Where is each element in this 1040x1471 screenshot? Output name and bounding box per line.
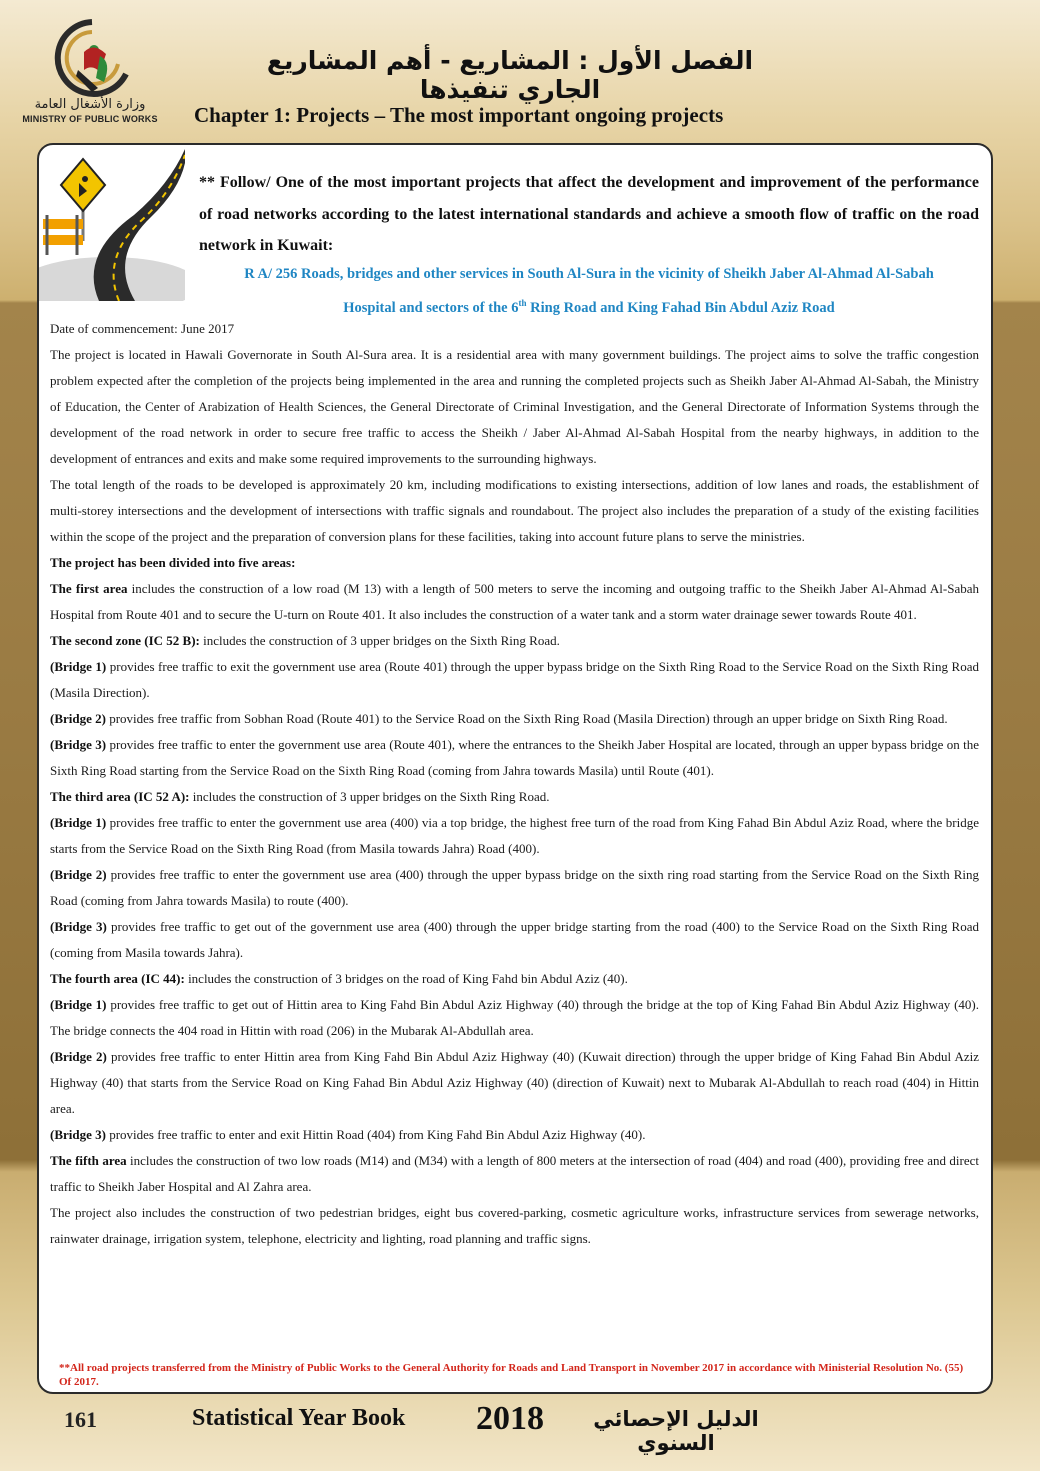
page-number: 161 [64,1407,97,1432]
road-construction-icon [39,145,185,301]
project-title [189,260,989,323]
project-title-line-2a: Hospital and sectors of the 6 [343,299,519,316]
areas-heading: The project has been divided into five areas: [50,555,296,570]
logo-english-text: MINISTRY OF PUBLIC WORKS [22,114,158,124]
page-header [0,0,1040,140]
area-item: (Bridge 1) provides free traffic to get out of Hittin area to King Fahd Bin Abdul Aziz Highway (40) through the bridge at the top of King Fahad Bin Abdul Aziz Highway (40). The bridge connects the 404 road in Hittin with road (206) in the Mubarak Al-Abdullah area. [50,997,979,1038]
area-item: (Bridge 2) provides free traffic to enter the government use area (400) through the upper bypass bridge on the sixth ring road starting from the Service Road on the Sixth Ring Road (coming from Jahra towards Masila) to route (400). [50,867,979,908]
arabic-chapter-title: الفصل الأول : المشاريع - أهم المشاريع الجاري تنفيذها [266,46,754,104]
area-item: (Bridge 2) provides free traffic to enter Hittin area from King Fahd Bin Abdul Aziz Highway (40) (Kuwait direction) through the upper bridge of King Fahad Bin Abdul Aziz Highway (40) that starts from the Service Road on King Fahad Bin Abdul Aziz Highway (40) (direction of Kuwait) next to Mubarak Al-Abdullah to reach road (404) in Hittin area. [50,1049,979,1116]
area-item: (Bridge 3) provides free traffic to enter the government use area (Route 401), where the entrances to the Sheikh Jaber Hospital are located, through an upper bypass bridge on the Sixth Ring Road starting from the Service Road on the Sixth Ring Road (coming from Jahra towards Masila) until Route (401). [50,737,979,778]
footnote: **All road projects transferred from the Ministry of Public Works to the General Authority for Roads and Land Transport in November 2017 in accordance with Ministerial Resolution No. (55) Of 2017. [59,1362,964,1388]
area-item: (Bridge 2) provides free traffic from Sobhan Road (Route 401) to the Service Road on the Sixth Ring Road (Masila Direction) through an upper bridge on Sixth Ring Road. [50,711,948,726]
area-item: (Bridge 1) provides free traffic to enter the government use area (400) via a top bridge, the highest free turn of the road from King Fahad Bin Abdul Aziz Road, where the bridge starts from the Service Road on the Sixth Ring Road (from Masila towards Jahra) Road (400). [50,815,979,856]
project-scope-paragraph: The total length of the roads to be developed is approximately 20 km, including modifications to existing intersections, addition of low lanes and roads, the establishment of multi-storey intersections and the development of intersections with traffic signals and roundabout. The project also includes the preparation of a study of the existing facilities within the scope of the project and the preparation of conversion plans for these facilities, taking into account future plans to serve the ministries. [50,477,979,544]
chapter-title: Chapter 1: Projects – The most important ongoing projects [194,103,724,127]
arabic-book-title: الدليل الإحصائي السنوي [593,1407,759,1455]
project-title-line-1: R A/ 256 Roads, bridges and other services in South Al-Sura in the vicinity of Sheikh Jaber Al-Ahmad Al-Sabah [244,266,934,282]
area-item: (Bridge 3) provides free traffic to enter and exit Hittin Road (404) from King Fahd Bin Abdul Aziz Highway (40). [50,1127,646,1142]
content-card [37,143,993,1394]
lead-paragraph: ** Follow/ One of the most important projects that affect the development and improvement of the performance of road networks according to the latest international standards and achieve a smooth flow of traffic on the road network in Kuwait: [199,174,979,254]
project-title-line-2b: Ring Road and King Fahad Bin Abdul Aziz Road [526,299,835,316]
ordinal-suffix: th [518,298,527,308]
area-item: The fifth area includes the construction of two low roads (M14) and (M34) with a length of 800 meters at the intersection of road (404) and road (400), providing free and direct traffic to Sheikh Jaber Hospital and Al Zahra area. [50,1153,980,1194]
logo-arabic-text: وزارة الأشغال العامة [34,97,146,112]
closing-paragraph: The project also includes the construction of two pedestrian bridges, eight bus covered-parking, cosmetic agriculture works, infrastructure services from sewerage networks, rainwater drainage, irrigation system, telephone, electricity and lighting, road planning and traffic signs. [50,1205,979,1246]
area-item: The fourth area (IC 44): includes the construction of 3 bridges on the road of King Fahd bin Abdul Aziz (40). [50,971,628,986]
book-year: 2018 [476,1400,544,1437]
area-item: (Bridge 3) provides free traffic to get out of the government use area (400) through the upper bridge starting from the road (400) to the Service Road on the Sixth Ring Road (coming from Masila towards Jahra). [50,919,980,960]
project-location-paragraph: The project is located in Hawali Governorate in South Al-Sura area. It is a residential area with many government buildings. The project aims to solve the traffic congestion problem expected after the completion of the projects being implemented in the area and running the completed projects such as Sheikh Jaber Al-Ahmad Al-Sabah, the Ministry of Education, the Center of Arabization of Health Sciences, the General Directorate of Criminal Investigation, and the General Directorate of Information Systems through the development of the road network in order to secure free traffic to access the Sheikh / Jaber Al-Ahmad Al-Sabah Hospital from the nearby highways, in addition to the development of entrances and exits and make some required improvements to the surrounding highways. [50,347,979,466]
ministry-logo-icon [22,12,162,130]
area-item: The first area includes the construction of a low road (M 13) with a length of 500 meters to serve the incoming and outgoing traffic to the Sheikh Jaber Al-Ahmad Al-Sabah Hospital from Route 401 and to secure the U-turn on Route 401. It also includes the construction of a water tank and a storm water drainage sewer towards Route 401. [50,581,979,622]
book-title: Statistical Year Book [192,1405,406,1431]
body-text [50,316,979,1252]
commencement-date: Date of commencement: June 2017 [50,321,235,336]
area-item: The second zone (IC 52 B): includes the construction of 3 upper bridges on the Sixth Ring Road. [50,633,560,648]
area-item: (Bridge 1) provides free traffic to exit the government use area (Route 401) through the upper bypass bridge on the Sixth Ring Road to the Service Road on the Sixth Ring Road (Masila Direction). [50,659,979,700]
area-item: The third area (IC 52 A): includes the construction of 3 upper bridges on the Sixth Ring Road. [50,789,550,804]
